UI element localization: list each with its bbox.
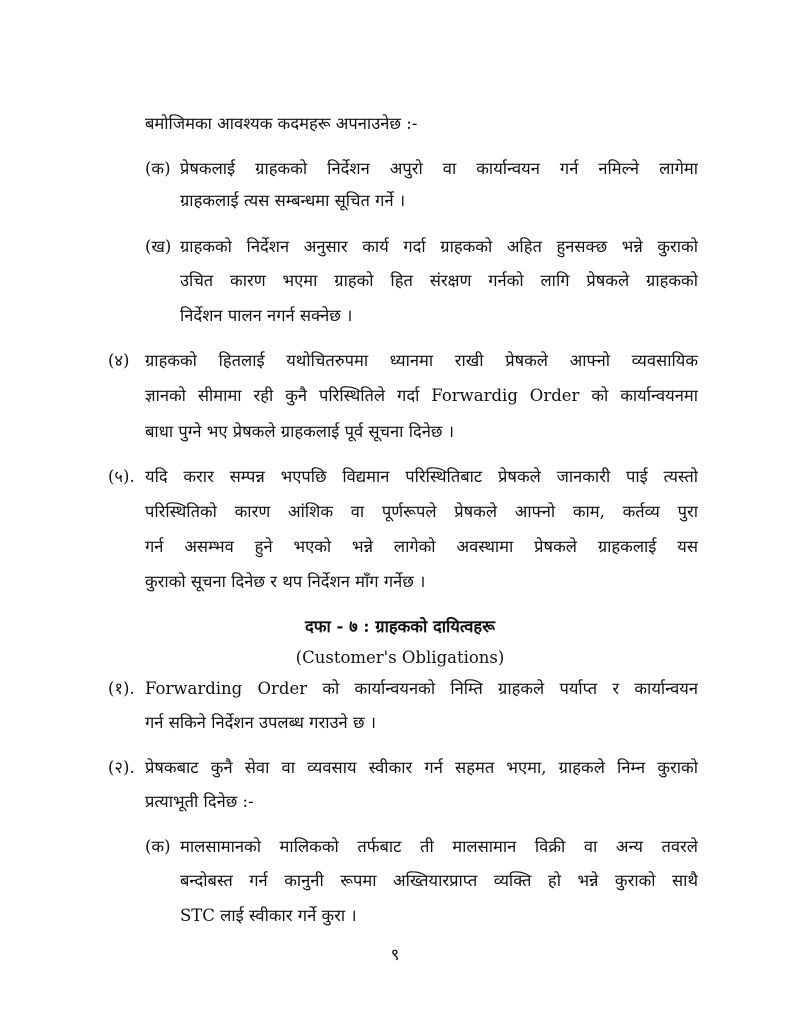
sub-clause-ka-line-1: प्रेषकलाई ग्राहकको निर्देशन अपुरो वा कार्यान्वयन गर्न नमिल्ने लागेमा (180, 159, 698, 178)
clause-5-line-1: यदि करार सम्पन्न भएपछि विद्यमान परिस्थितिबाट प्रेषकले जानकारी पाई त्यस्तो (145, 467, 698, 486)
sub-clause-kha-line-1: ग्राहकको निर्देशन अनुसार कार्य गर्दा ग्राहकको अहित हुनसक्छ भन्ने कुराको (180, 237, 698, 256)
clause-4-line-2: ज्ञानको सीमामा रही कुनै परिस्थितिले गर्दा Forwardig Order को कार्यान्वयनमा (145, 386, 698, 405)
sub-clause-ka-2-line-2: बन्दोबस्त गर्न कानुनी रूपमा अख्तियारप्राप्त व्यक्ति हो भन्ने कुराको साथै (180, 871, 698, 890)
clause-5-line-3: गर्न असम्भव हुने भएको भन्ने लागेको अवस्थामा प्रेषकले ग्राहकलाई यस (145, 537, 698, 556)
clause-4-marker: (४) (108, 351, 130, 370)
clause-1-marker: (१). (108, 679, 135, 698)
sub-clause-ka-2-marker: (क) (145, 837, 171, 856)
intro-line: बमोजिमका आवश्यक कदमहरू अपनाउनेछ :- (145, 114, 418, 133)
sub-clause-ka-2-line-3: STC लाई स्वीकार गर्ने कुरा । (180, 906, 357, 925)
clause-5-line-4: कुराको सूचना दिनेछ र थप निर्देशन माँग गर्नेछ । (145, 572, 426, 591)
clause-1-line-2: गर्न सकिने निर्देशन उपलब्ध गराउने छ । (145, 713, 377, 732)
sub-clause-ka-marker: (क) (145, 159, 171, 178)
clause-5-marker: (५). (108, 467, 135, 486)
clause-1-line-1: Forwarding Order को कार्यान्वयनको निम्ति ग्राहकले पर्याप्त र कार्यान्वयन (145, 679, 698, 698)
sub-clause-kha-line-3: निर्देशन पालन नगर्न सक्नेछ । (180, 306, 353, 325)
clause-2-line-1: प्रेषकबाट कुनै सेवा वा व्यवसाय स्वीकार गर्न सहमत भएमा, ग्राहकले निम्न कुराको (145, 758, 698, 777)
clause-4-line-3: बाधा पुग्ने भए प्रेषकले ग्राहकलाई पूर्व सूचना दिनेछ । (145, 422, 454, 441)
section-heading: दफा - ७ : ग्राहकको दायित्वहरू (305, 617, 495, 636)
clause-5-line-2: परिस्थितिको कारण आंशिक वा पूर्णरूपले प्रेषकले आफ्नो काम, कर्तव्य पुरा (145, 502, 698, 521)
clause-2-line-2: प्रत्याभूती दिनेछ :- (145, 792, 254, 811)
sub-clause-ka-line-2: ग्राहकलाई त्यस सम्बन्धमा सूचित गर्ने । (180, 191, 406, 210)
sub-clause-kha-marker: (ख) (145, 237, 172, 256)
sub-clause-ka-2-line-1: मालसामानको मालिकको तर्फबाट ती मालसामान विक्री वा अन्य तवरले (180, 837, 698, 856)
clause-2-marker: (२). (108, 758, 135, 777)
page-number: ९ (390, 945, 400, 964)
clause-4-line-1: ग्राहकको हितलाई यथोचितरुपमा ध्यानमा राखी प्रेषकले आफ्नो व्यवसायिक (145, 351, 698, 370)
sub-clause-kha-line-2: उचित कारण भएमा ग्राहको हित संरक्षण गर्नको लागि प्रेषकले ग्राहकको (180, 271, 698, 290)
section-subheading: (Customer's Obligations) (295, 648, 505, 667)
